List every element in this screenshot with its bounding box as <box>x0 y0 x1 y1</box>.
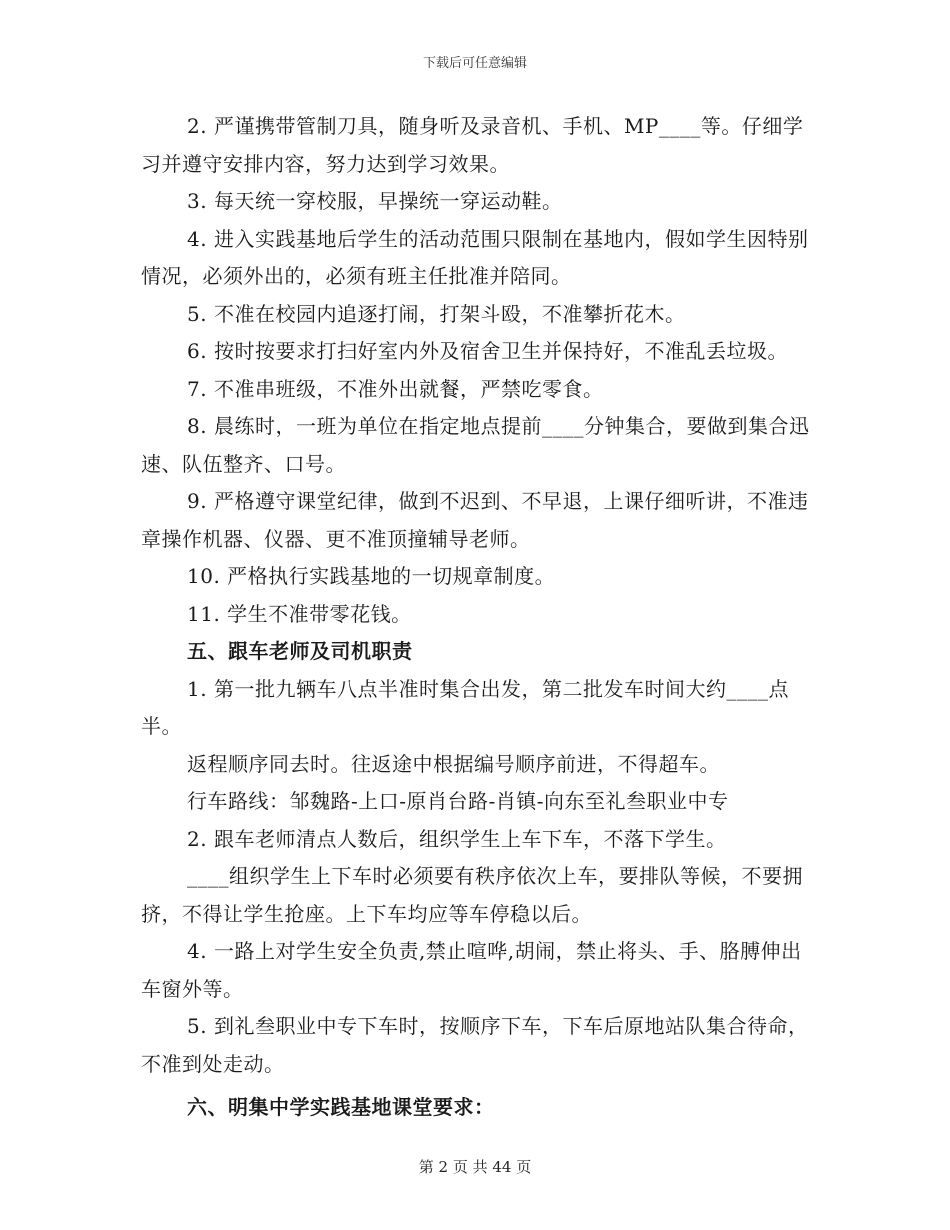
duty-5: 5. 到礼叁职业中专下车时，按顺序下车，下车后原地站队集合待命，不准到处走动。 <box>141 1014 809 1076</box>
rule-10: 10. 严格执行实践基地的一切规章制度。 <box>187 564 556 588</box>
document-body <box>141 108 813 1127</box>
duty-1: 1. 第一批九辆车八点半准时集合出发，第二批发车时间大约____点半。 <box>141 676 789 738</box>
section-heading-5: 五、跟车老师及司机职责 <box>187 639 413 663</box>
rule-6: 6. 按时按要求打扫好室内外及宿舍卫生并保持好，不准乱丢垃圾。 <box>187 339 788 363</box>
rule-9: 9. 严格遵守课堂纪律，做到不迟到、不早退，上课仔细听讲，不准违章操作机器、仪器、更不准顶撞辅导老师。 <box>141 489 809 551</box>
page-footer-number: 第 2 页 共 44 页 <box>418 1158 532 1176</box>
rule-3: 3. 每天统一穿校服，早操统一穿运动鞋。 <box>187 189 563 213</box>
duty-1-return: 返程顺序同去时。往返途中根据编号顺序前进，不得超车。 <box>187 751 720 776</box>
section-heading-6: 六、明集中学实践基地课堂要求： <box>187 1095 495 1119</box>
rule-5: 5. 不准在校园内追逐打闹，打架斗殴，不准攀折花木。 <box>187 301 686 326</box>
duty-4: 4. 一路上对学生安全负责,禁止喧哗,胡闹，禁止将头、手、胳膊伸出车窗外等。 <box>141 939 802 1001</box>
rule-11: 11. 学生不准带零花钱。 <box>187 601 412 626</box>
duty-2: 2. 跟车老师清点人数后，组织学生上车下车，不落下学生。 <box>187 826 727 851</box>
rule-4: 4. 进入实践基地后学生的活动范围只限制在基地内，假如学生因特别情况，必须外出的，必须有班主任批准并陪同。 <box>141 226 809 288</box>
rule-7: 7. 不准串班级，不准外出就餐，严禁吃零食。 <box>187 376 604 401</box>
rule-2: 2. 严谨携带管制刀具，随身听及录音机、手机、MP____等。仔细学习并遵守安排内容，努力达到学习效果。 <box>141 114 804 176</box>
rule-8: 8. 晨练时，一班为单位在指定地点提前____分钟集合，要做到集合迅速、队伍整齐、口号。 <box>141 414 810 476</box>
page-header-note: 下载后可任意编辑 <box>422 56 527 71</box>
duty-1-route: 行车路线：邹魏路-上口-原肖台路-肖镇-向东至礼叁职业中专 <box>187 789 729 813</box>
duty-3: ____组织学生上下车时必须要有秩序依次上车，要排队等候，不要拥挤，不得让学生抢座。上下车均应等车停稳以后。 <box>141 864 803 926</box>
